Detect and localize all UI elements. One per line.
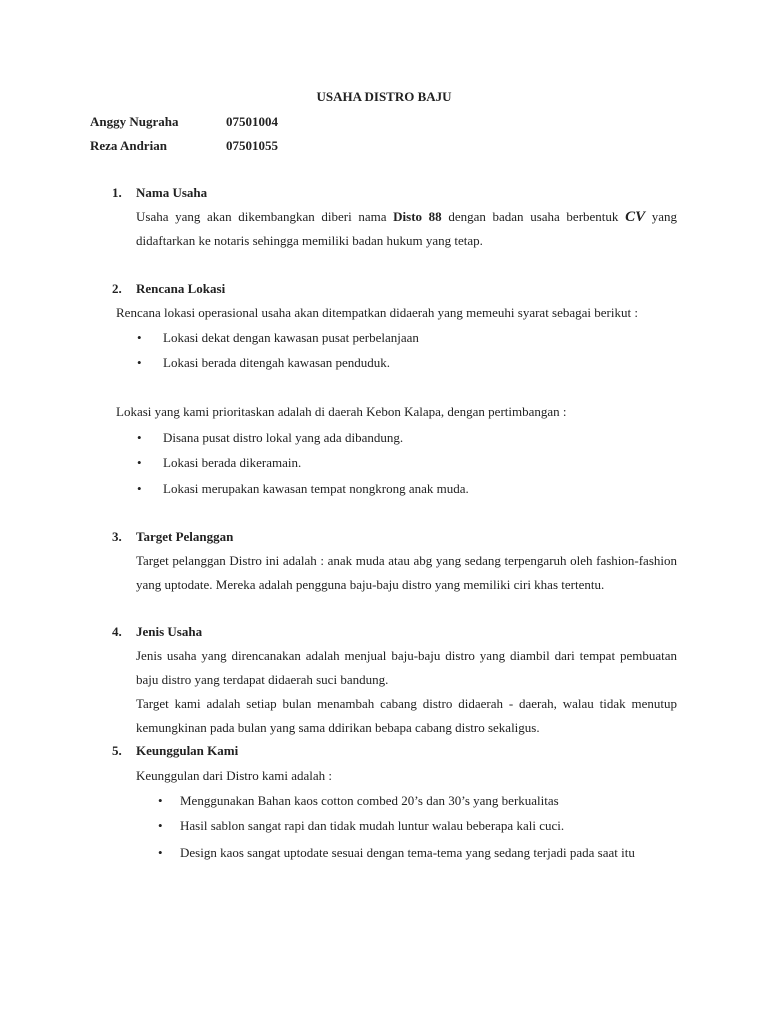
document-title: USAHA DISTRO BAJU bbox=[316, 89, 452, 104]
section-number: 1. bbox=[112, 185, 122, 200]
author-name: Reza Andrian bbox=[90, 138, 167, 153]
section-intro: Rencana lokasi operasional usaha akan ditempatkan didaerah yang memeuhi syarat sebagai berikut : bbox=[116, 305, 638, 320]
author-id: 07501004 bbox=[226, 114, 278, 129]
section-paragraph: Jenis usaha yang direncanakan adalah menjual baju-baju distro yang diambil dari tempat pembuatan baju distro yang terdapat didaerah suci bandung. bbox=[136, 648, 677, 687]
bullet-icon: • bbox=[137, 455, 142, 470]
section-heading: Jenis Usaha bbox=[136, 624, 203, 639]
section-heading: Rencana Lokasi bbox=[136, 281, 226, 296]
section-intro: Lokasi yang kami prioritaskan adalah di daerah Kebon Kalapa, dengan pertimbangan : bbox=[116, 404, 567, 419]
bullet-icon: • bbox=[137, 430, 142, 445]
section-number: 5. bbox=[112, 743, 122, 758]
author-name: Anggy Nugraha bbox=[90, 114, 179, 129]
bullet-icon: • bbox=[158, 845, 163, 860]
list-item-text: Disana pusat distro lokal yang ada dibandung. bbox=[163, 430, 404, 445]
list-item-text: Hasil sablon sangat rapi dan tidak mudah luntur walau beberapa kali cuci. bbox=[180, 818, 565, 833]
section-intro: Keunggulan dari Distro kami adalah : bbox=[136, 768, 333, 783]
paragraph-text: dengan badan usaha berbentuk bbox=[441, 209, 626, 224]
section-paragraph: Target pelanggan Distro ini adalah : anak muda atau abg yang sedang terpengaruh oleh fashion-fashion yang uptodate. Mereka adalah pengguna baju-baju distro yang memiliki ciri khas tertentu. bbox=[136, 553, 677, 592]
author-id: 07501055 bbox=[226, 138, 278, 153]
list-item-text: Lokasi berada ditengah kawasan penduduk. bbox=[163, 355, 391, 370]
bullet-icon: • bbox=[137, 481, 142, 496]
business-name: Disto 88 bbox=[393, 209, 442, 224]
section-heading: Nama Usaha bbox=[136, 185, 208, 200]
section-number: 3. bbox=[112, 529, 122, 544]
list-item-text: Menggunakan Bahan kaos cotton combed 20’s dan 30’s yang berkualitas bbox=[180, 793, 559, 808]
section-number: 4. bbox=[112, 624, 122, 639]
paragraph-text: yang didaftarkan ke notaris sehingga memiliki badan hukum yang tetap. bbox=[136, 209, 677, 248]
business-entity: CV bbox=[625, 209, 646, 225]
list-item-text: Lokasi berada dikeramain. bbox=[163, 455, 302, 470]
bullet-icon: • bbox=[137, 355, 142, 370]
list-item-text: Lokasi dekat dengan kawasan pusat perbelanjaan bbox=[163, 330, 419, 345]
section-paragraph bbox=[136, 205, 677, 253]
bullet-icon: • bbox=[158, 818, 163, 833]
list-item-text: Design kaos sangat uptodate sesuai dengan tema-tema yang sedang terjadi pada saat itu bbox=[180, 845, 635, 860]
section-paragraph: Target kami adalah setiap bulan menambah cabang distro didaerah - daerah, walau tidak menutup kemungkinan pada bulan yang sama ddirikan bebapa cabang distro sekaligus. bbox=[136, 696, 677, 735]
section-number: 2. bbox=[112, 281, 122, 296]
section-heading: Keunggulan Kami bbox=[136, 743, 239, 758]
list-item-text: Lokasi merupakan kawasan tempat nongkrong anak muda. bbox=[163, 481, 469, 496]
section-heading: Target Pelanggan bbox=[136, 529, 234, 544]
bullet-icon: • bbox=[158, 793, 163, 808]
bullet-icon: • bbox=[137, 330, 142, 345]
paragraph-text: Usaha yang akan dikembangkan diberi nama bbox=[136, 209, 394, 224]
